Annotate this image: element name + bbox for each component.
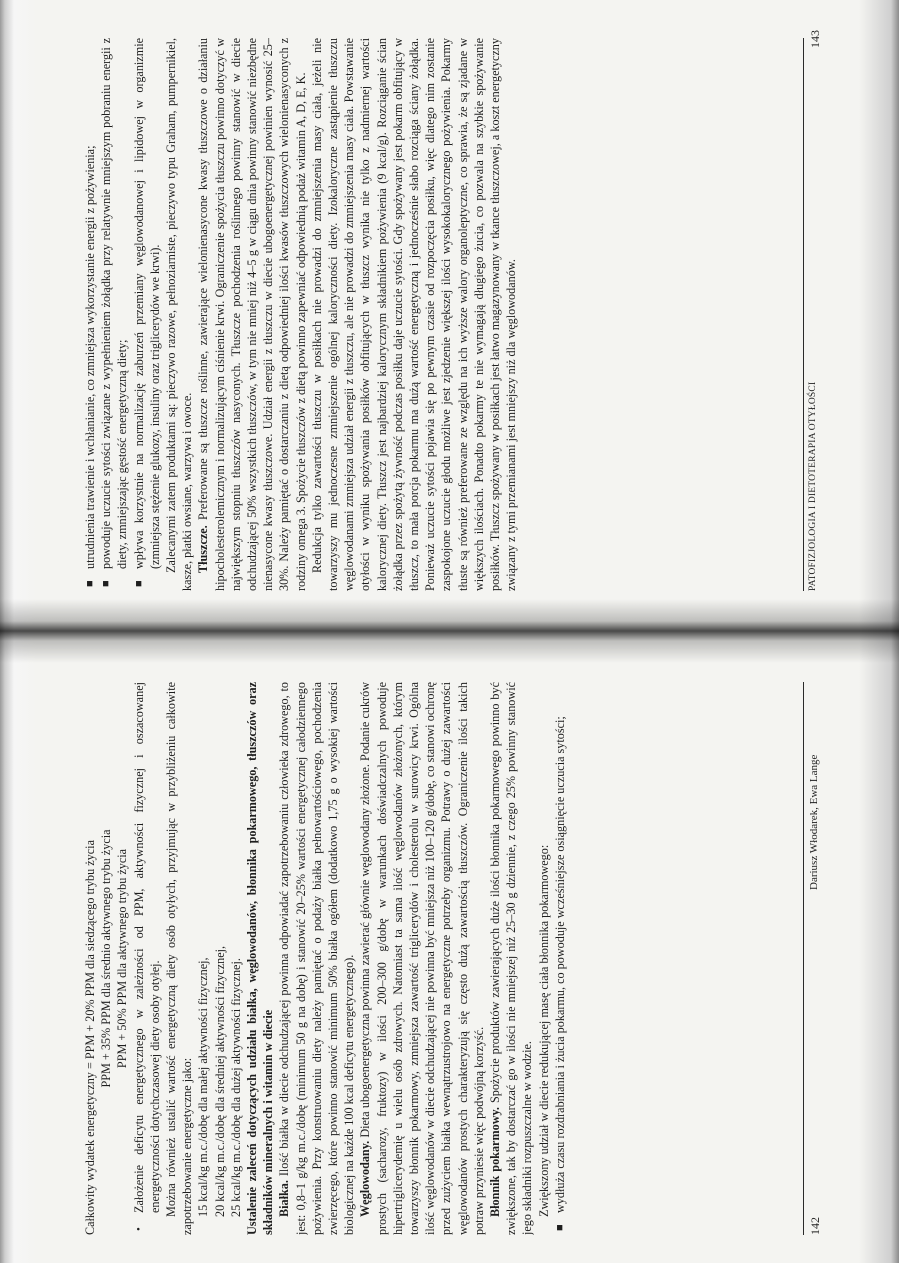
- formula-line-3: PPM + 50% PPM dla aktywnego trybu życia: [115, 848, 130, 1069]
- paragraph-text: Dieta ubogoenergetyczna powinna zawierać głównie węglowodany złożone. Podanie cukrów prostych (sacharozy, fruktozy) w ilości 200–300 g/dobę w warunkach doświadczalnych powoduje hipertriglicerydemię u wielu osób zdrowych. Natomiast ta sama ilość węglowodanów złożonych, którym towarzyszy błonnik pokarmowy, zmniejsza zawartość triglicerydów i cholesterolu w surowicy krwi. Ogólna ilość węglowodanów w diecie odchudzającej nie powinna być mniejsza niż 100–120 g/dobę, co stanowi ochronę przed zużyciem białka wewnątrzustrojowo na energetyczne potrzeby organizmu. Potrawy o dużej zawartości węglowodanów prostych charakteryzują się często dużą zawartością tłuszczów. Ograniczenie ilości takich potraw przyniesie więc podwójną korzyść.: [358, 682, 486, 1235]
- rate-line: 15 kcal/kg m.c./dobę dla małej aktywności fizycznej,: [196, 957, 211, 1217]
- fiber-bullet-list: [552, 682, 568, 1235]
- list-item-text: wydłuża czasu rozdrabniania i żucia pokarmu, co powoduje wcześniejsze osiągnięcie uczucia sytości;: [552, 716, 567, 1213]
- rate-line: 20 kcal/kg m.c./dobę dla średniej aktywności fizycznej,: [212, 945, 227, 1217]
- paragraph-fiber: [487, 682, 536, 1235]
- running-authors: Dariusz Włodarek, Ewa Lange: [808, 754, 820, 890]
- paragraph-fats: [195, 38, 308, 591]
- list-item: [131, 682, 163, 1235]
- running-title: PATOFIZJOLOGIA I DIETOTERAPIA OTYŁOŚCI: [808, 381, 818, 591]
- term-label: Węglowodany.: [358, 1140, 373, 1217]
- paragraph: Zalecanymi zatem produktami są: pieczywo razowe, pełnoziarniste, pieczywo typu Graham, pumpernikiel, kasze, płatki owsiane, warzywa i owoce.: [164, 38, 195, 591]
- square-bullet-icon: ■: [84, 580, 96, 587]
- footer-rule-right: [803, 38, 804, 591]
- paragraph-proteins: [276, 682, 357, 1235]
- term-label: Tłuszcze.: [196, 525, 211, 573]
- paragraph-text: Ilość białka w diecie odchudzającej powinna odpowiadać zapotrzebowaniu człowieka zdrowego, to jest: 0,8–1 g/kg m.c./dobę (minimum 50 g na dobę) i stanowić 20–25% wartości energetycznej całodziennego pożywienia. Przy konstruowaniu diety należy pamiętać o podaży białka pełnowartościowego, pochodzenia zwierzęcego, które powinno stanowić minimum 50% białka ogółem (dodatkowo 1,75 g o wysokiej wartości biologicznej na każde 100 kcal deficytu energetycznego).: [277, 682, 357, 1235]
- paragraph-carbohydrates: [357, 682, 487, 1235]
- square-bullet-icon: ■: [100, 580, 113, 587]
- list-item-text: utrudnienia trawienie i wchłanianie, co zmniejsza wykorzystanie energii z pożywienia;: [83, 145, 97, 569]
- left-bullet-list: [131, 682, 163, 1235]
- list-item: [552, 682, 568, 1235]
- formula-line-2: PPM + 35% PPM dla średnio aktywnego trybu życia: [99, 829, 114, 1088]
- term-label: Błonnik pokarmowy.: [488, 1107, 503, 1217]
- list-item: [82, 38, 98, 591]
- paragraph: Zwiększony udział w diecie redukującej masę ciała błonnika pokarmowego:: [536, 844, 551, 1217]
- paragraph: Można również ustalić wartość energetyczną diety osób otyłych, przyjmując w przybliżeniu całkowite zapotrzebowanie energetyczne jako:: [164, 682, 195, 1235]
- list-item: [98, 38, 130, 591]
- right-page-column: [82, 38, 792, 591]
- square-bullet-icon: ■: [553, 1224, 566, 1231]
- paragraph: Redukcja tylko zawartości tłuszczu w posiłkach nie prowadzi do zmniejszenia masy ciała, jeżeli nie towarzyszy mu jednoczesne zmniejszenie ogólnej kaloryczności diety. Izokaloryczne zastąpienie tłuszczu węglowodanami zmniejsza udział energii z tłuszczu, ale nie prowadzi do zmniejszenia masy ciała. Powstawanie otyłości w wyniku spożywania posiłków obfitujących w tłuszcz wynika nie tylko z nadmiernej wartości kalorycznej diety. Tłuszcz jest najbardziej kalorycznym składnikiem pożywienia (9 kcal/g). Rozciąganie ścian żołądka przez spożytą żywność podczas posiłku daje uczucie sytości. Gdy spożywany jest pokarm obfitujący w tłuszcz, to mała porcja pokarmu ma dużą wartość energetyczną i jednocześnie słabo rozciąga ściany żołądka. Ponieważ uczucie sytości pojawia się po pewnym czasie od rozpoczęcia posiłku, więc dlatego nim zostanie zaspokojone uczucie głodu możliwe jest zjedzenie większej ilości wysokokalorycznego pożywienia. Pokarmy tłuste są również preferowane ze względu na ich wyższe walory organoleptyczne, co sprawia, że są zjadane w większych ilościach. Ponadto pokarmy te nie wymagają długiego żucia, co pozwala na szybkie spożywanie posiłków. Tłuszcz spożywany w posiłkach jest łatwo magazynowany w tkance tłuszczowej, a koszt energetyczny związany z tymi przemianami jest mniejszy niż dla węglowodanów.: [309, 38, 519, 591]
- right-bullet-list: [82, 38, 163, 591]
- bullet-icon: •: [132, 1227, 145, 1231]
- footer-rule-left: [803, 682, 804, 1235]
- page-number-right: 143: [808, 30, 822, 48]
- list-item-text: wpływa korzystnie na normalizację zaburzeń przemiany węglowodanowej i lipidowej w organizmie (zmniejsza stężenie glukozy, insuliny oraz triglicerydów we krwi).: [131, 38, 162, 569]
- list-item: [131, 38, 163, 591]
- section-heading: Ustalenie zaleceń dotyczących udziału białka, węglowodanów, błonnika pokarmowego, tłuszczów oraz składników mineralnych i witamin w diecie: [245, 682, 276, 1235]
- paragraph-text: Preferowane są tłuszcze roślinne, zawierające wielonienasycone kwasy tłuszczowe o działaniu hipocholesterolemicznym i normalizującym ciśnienie krwi. Ograniczenie spożycia tłuszczu powinno dotyczyć w największym stopniu tłuszczów nasyconych. Tłuszcze pochodzenia roślinnego powinny stanowić w diecie odchudzającej 50% wszystkich tłuszczów, w tym nie mniej niż 4–5 g w ciągu dnia powinny stanowić niezbędne nienasycone kwasy tłuszczowe. Udział energii z tłuszczu w diecie ubogoenergetycznej powinien wynosić 25–30%. Należy pamiętać o dostarczaniu z dietą odpowiedniej ilości kwasów tłuszczowych wielonienasyconych z rodziny omega 3. Spożycie tłuszczów z dietą powinno zapewniać odpowiednią podaż witamin A, D, E, K.: [196, 38, 308, 591]
- book-gutter-shadow: [0, 599, 899, 663]
- formula-line-1: Całkowity wydatek energetyczny = PPM + 20% PPM dla siedzącego trybu życia: [83, 840, 97, 1235]
- term-label: Białka.: [277, 1180, 292, 1217]
- list-item-text: Założenie deficytu energetycznego w zależności od PPM, aktywności fizycznej i oszacowanej energetyczności dotychczasowej diety osoby otyłej.: [131, 682, 162, 1213]
- square-bullet-icon: ■: [132, 580, 145, 587]
- list-item-text: powoduje uczucie sytości związane z wypełnieniem żołądka przy relatywnie mniejszym pobraniu energii z diety, zmniejszając gęstość energetyczną diety;: [99, 38, 130, 569]
- page-number-left: 142: [808, 1217, 822, 1235]
- rate-line: 25 kcal/kg m.c./dobę dla dużej aktywności fizycznej.: [228, 958, 243, 1217]
- left-page-column: [82, 682, 792, 1235]
- paragraph-text: Spożycie produktów zawierających duże ilości błonnika pokarmowego powinno być zwiększone, tak by dostarczać go w ilości nie mniejszej niż 25–30 g dziennie, z czego 25% powinny stanowić jego składniki rozpuszczalne w wodzie.: [488, 682, 535, 1235]
